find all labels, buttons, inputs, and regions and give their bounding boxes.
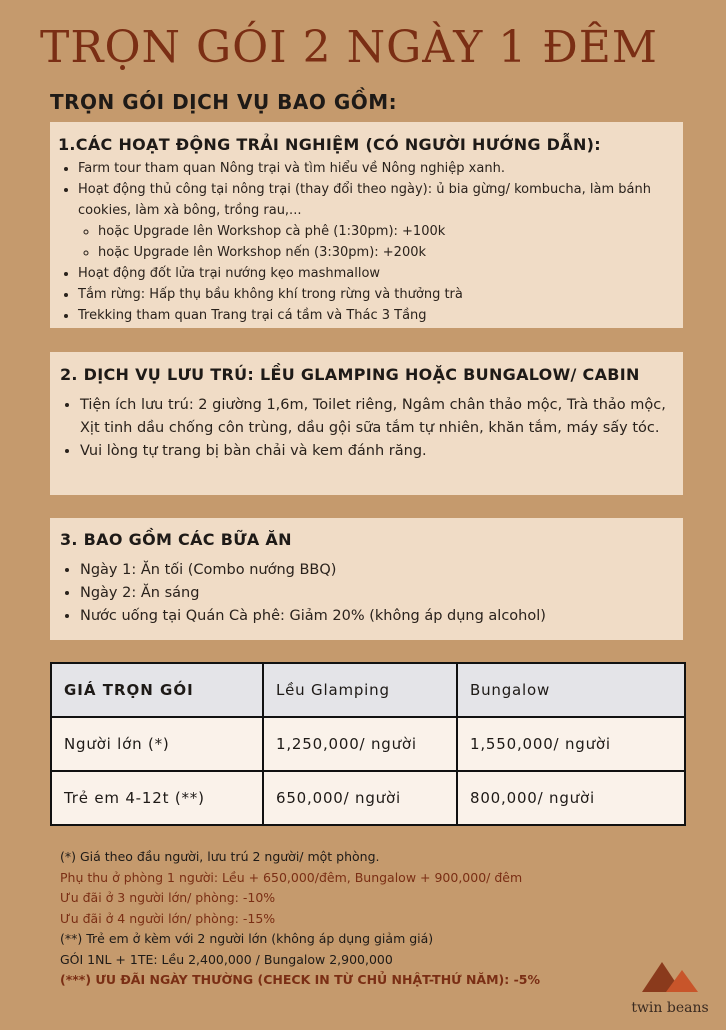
list-item: • Ngày 1: Ăn tối (Combo nướng BBQ) <box>80 559 671 582</box>
note-line: Phụ thu ở phòng 1 người: Lều + 650,000/đêm, Bungalow + 900,000/ đêm <box>60 869 523 885</box>
table-row <box>51 771 685 825</box>
list-item <box>78 179 671 263</box>
activities-list <box>58 158 671 326</box>
list-item: • Nước uống tại Quán Cà phê: Giảm 20% (không áp dụng alcohol) <box>80 605 671 628</box>
table-cell: 1,550,000/ người <box>457 717 685 771</box>
price-table-header-row <box>51 663 685 717</box>
sublist-item: ◦ hoặc Upgrade lên Workshop cà phê (1:30pm): +100k <box>98 221 671 242</box>
note-line: GÓI 1NL + 1TE: Lều 2,400,000 / Bungalow 2,900,000 <box>60 951 393 967</box>
page-subtitle: TRỌN GÓI DỊCH VỤ BAO GỒM: <box>50 90 398 114</box>
list-item-text: Hoạt động thủ công tại nông trại (thay đổi theo ngày): ủ bia gừng/ kombucha, làm bánh cookies, làm xà bông, trồng rau,... <box>78 182 651 218</box>
meals-heading: 3. BAO GỒM CÁC BỮA ĂN <box>60 530 292 549</box>
accommodation-heading: 2. DỊCH VỤ LƯU TRÚ: LỀU GLAMPING HOẶC BUNGALOW/ CABIN <box>60 365 640 384</box>
upgrade-sublist <box>78 221 671 263</box>
list-item: • Vui lòng tự trang bị bàn chải và kem đánh răng. <box>80 440 671 463</box>
note-line: (***) ƯU ĐÃI NGÀY THƯỜNG (CHECK IN TỪ CHỦ NHẬT-THỨ NĂM): -5% <box>60 972 540 987</box>
list-item: • Tắm rừng: Hấp thụ bầu không khí trong rừng và thưởng trà <box>78 284 671 305</box>
meals-card <box>50 518 683 640</box>
activities-heading: 1.CÁC HOẠT ĐỘNG TRẢI NGHIỆM (CÓ NGƯỜI HƯỚNG DẪN): <box>58 135 601 154</box>
table-cell: Trẻ em 4-12t (**) <box>51 771 263 825</box>
table-cell: Người lớn (*) <box>51 717 263 771</box>
price-table-header-cell: Bungalow <box>457 663 685 717</box>
list-item: • Ngày 2: Ăn sáng <box>80 582 671 605</box>
list-item: • Farm tour tham quan Nông trại và tìm hiểu về Nông nghiệp xanh. <box>78 158 671 179</box>
activities-card <box>50 122 683 328</box>
table-cell: 650,000/ người <box>263 771 457 825</box>
sublist-item: ◦ hoặc Upgrade lên Workshop nến (3:30pm): +200k <box>98 242 671 263</box>
table-cell: 1,250,000/ người <box>263 717 457 771</box>
price-table-header-cell: Lều Glamping <box>263 663 457 717</box>
notes-block <box>60 847 540 991</box>
accommodation-list <box>60 394 671 463</box>
mountain-logo-icon <box>640 958 700 994</box>
page-title: TRỌN GÓI 2 NGÀY 1 ĐÊM <box>40 22 658 73</box>
list-item: • Tiện ích lưu trú: 2 giường 1,6m, Toilet riêng, Ngâm chân thảo mộc, Trà thảo mộc, Xịt tinh dầu chống côn trùng, dầu gội sữa tắm tự nhiên, khăn tắm, máy sấy tóc. <box>80 394 671 440</box>
accommodation-card <box>50 352 683 495</box>
price-table-header-cell: GIÁ TRỌN GÓI <box>51 663 263 717</box>
list-item: • Trekking tham quan Trang trại cá tầm và Thác 3 Tầng <box>78 305 671 326</box>
table-row <box>51 717 685 771</box>
table-cell: 800,000/ người <box>457 771 685 825</box>
note-line: Ưu đãi ở 3 người lớn/ phòng: -10% <box>60 890 276 905</box>
brand-name: twin beans <box>631 1000 709 1016</box>
note-line: (**) Trẻ em ở kèm với 2 người lớn (không áp dụng giảm giá) <box>60 931 434 946</box>
note-line: (*) Giá theo đầu người, lưu trú 2 người/ một phòng. <box>60 849 380 864</box>
list-item: • Hoạt động đốt lửa trại nướng kẹo mashmallow <box>78 263 671 284</box>
meals-list <box>60 559 671 628</box>
note-line: Ưu đãi ở 4 người lớn/ phòng: -15% <box>60 910 276 926</box>
brand-logo <box>628 958 712 1016</box>
price-table <box>50 662 686 826</box>
